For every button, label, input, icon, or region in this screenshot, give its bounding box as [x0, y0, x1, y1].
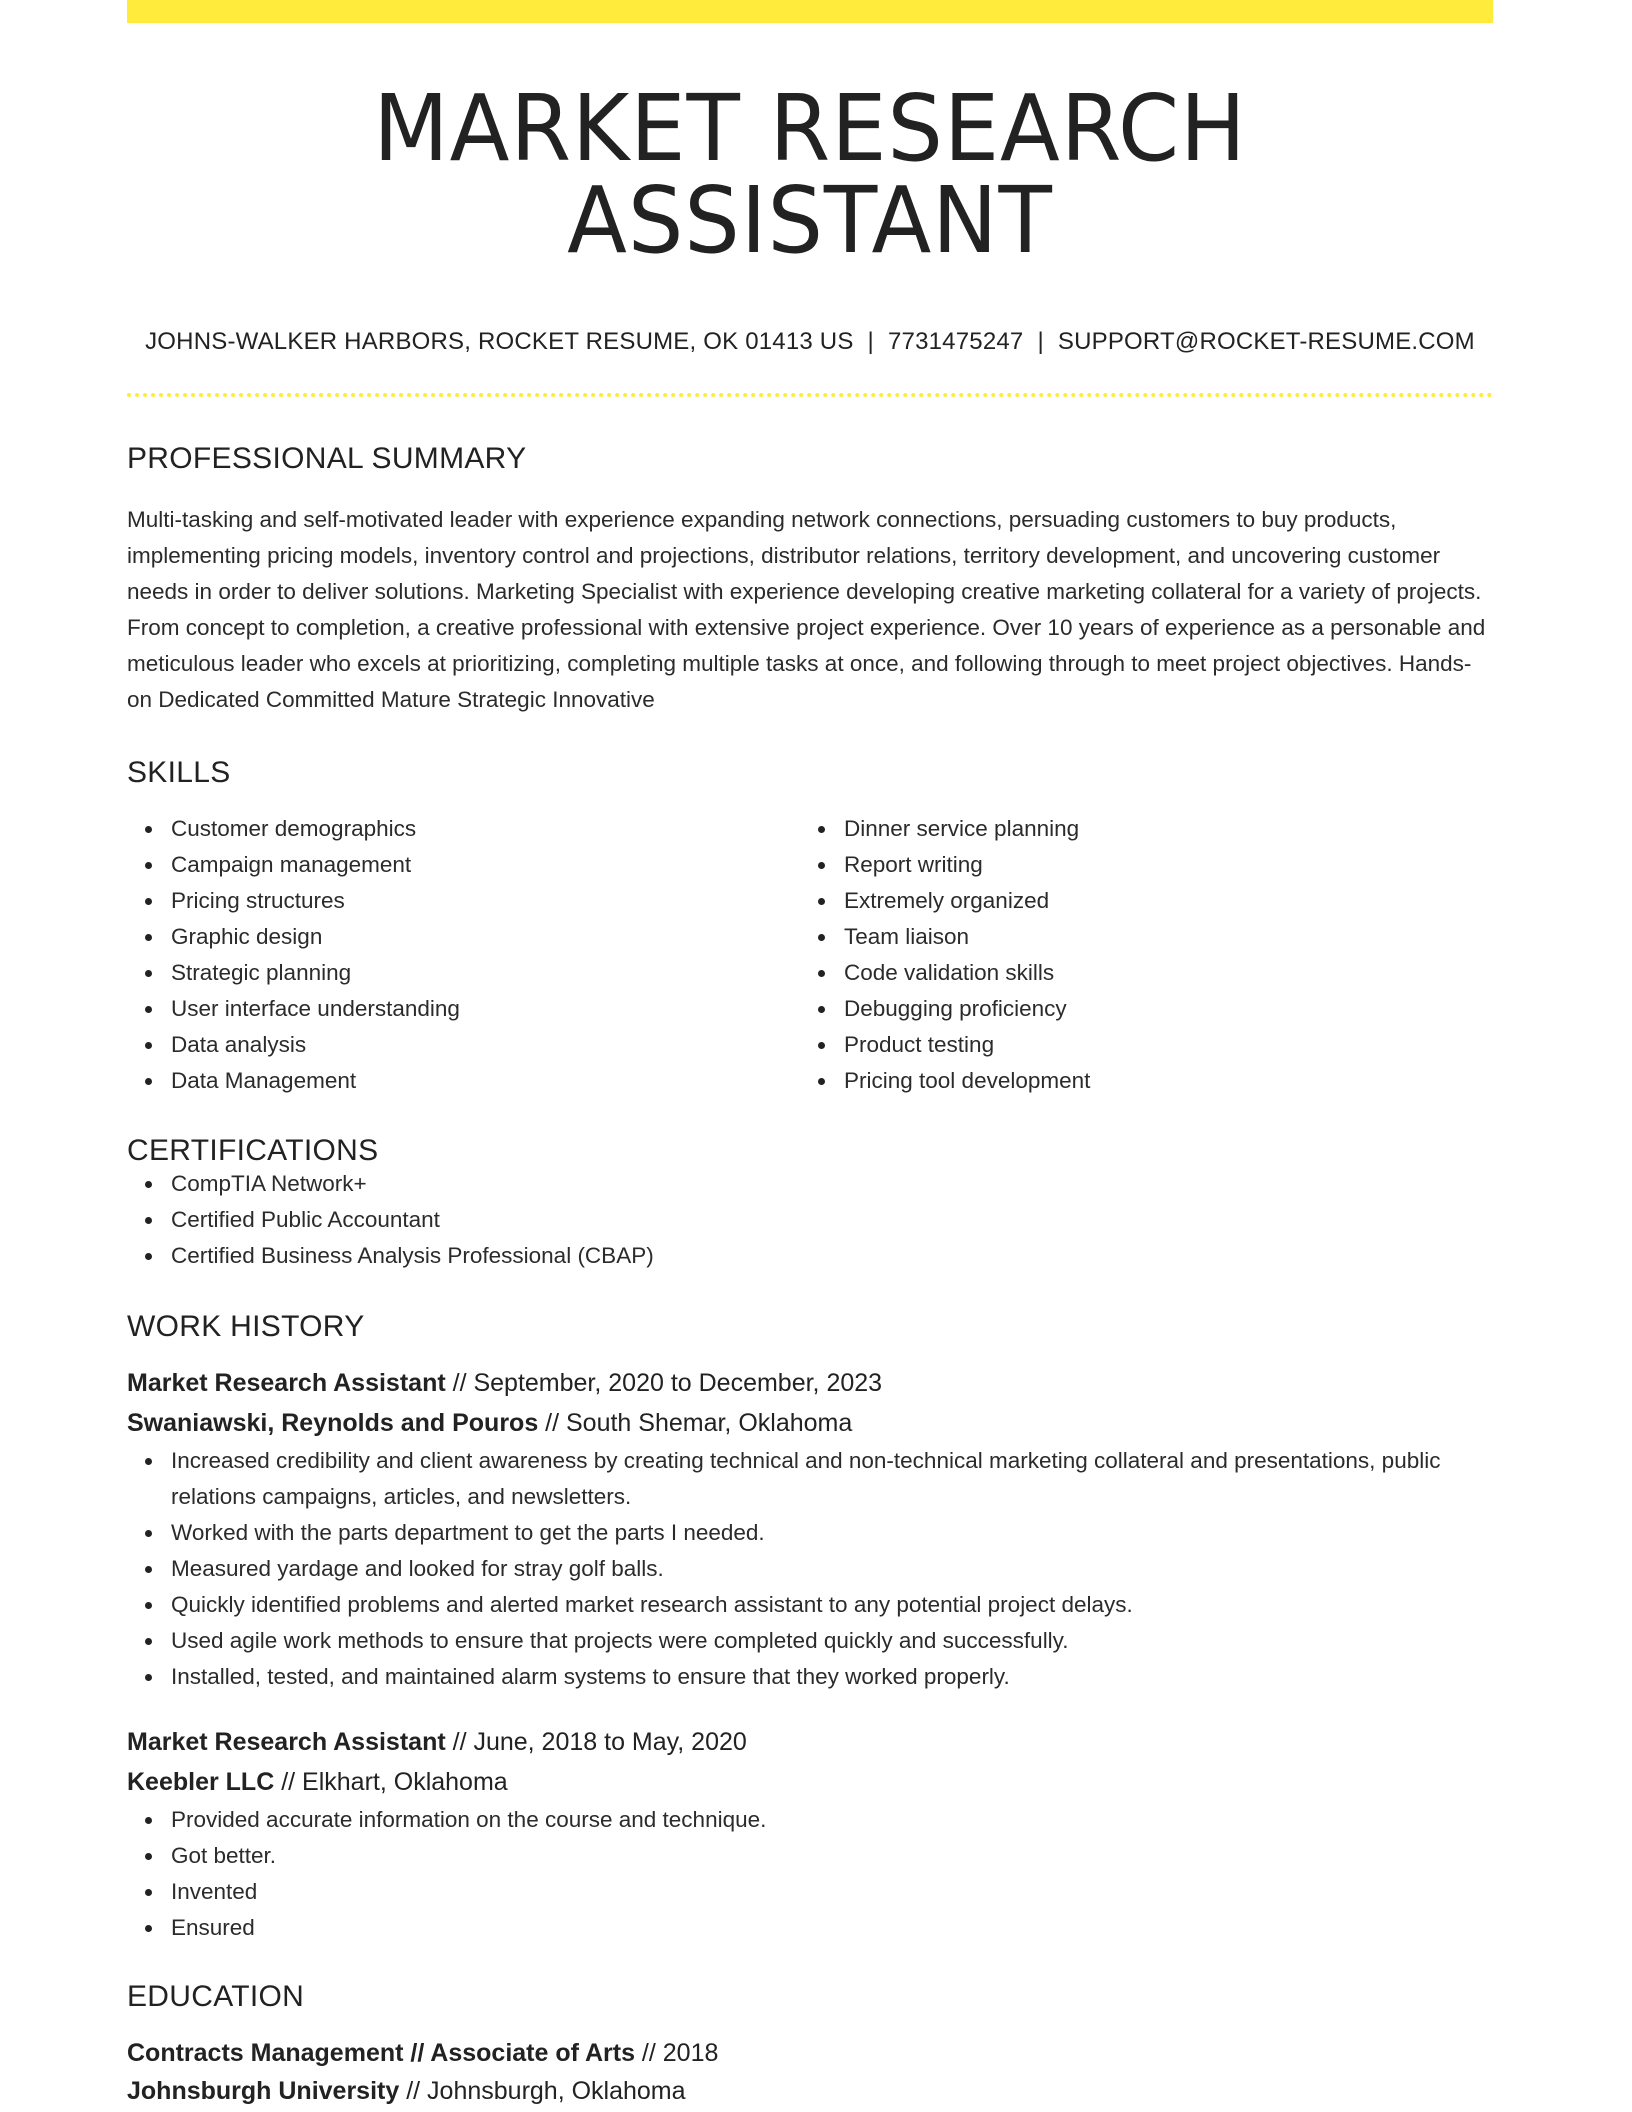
accent-top-bar: [127, 0, 1493, 23]
education-heading: EDUCATION: [127, 1980, 305, 2013]
skill-item: Graphic design: [127, 919, 800, 955]
skill-item: Data Management: [127, 1063, 800, 1099]
certification-item: Certified Public Accountant: [127, 1202, 1493, 1238]
job-role: Market Research Assistant: [127, 1728, 446, 1756]
contact-separator: |: [1037, 328, 1044, 355]
summary-heading: PROFESSIONAL SUMMARY: [127, 442, 527, 475]
resume-page: [127, 0, 1493, 2110]
skill-item: Dinner service planning: [800, 811, 1473, 847]
job-entry: [127, 1363, 1493, 1695]
skill-item: Report writing: [800, 847, 1473, 883]
skills-list-right: [800, 811, 1473, 1099]
skill-item: Data analysis: [127, 1027, 800, 1063]
email: SUPPORT@ROCKET-RESUME.COM: [1057, 328, 1475, 355]
degree: Contracts Management // Associate of Arts: [127, 2039, 635, 2067]
resume-title: MARKET RESEARCH ASSISTANT: [373, 75, 1247, 274]
certifications-list: [127, 1166, 1493, 1274]
job-bullet: Used agile work methods to ensure that projects were completed quickly and successfully.: [127, 1623, 1493, 1659]
job-bullet: Provided accurate information on the course and technique.: [127, 1802, 1493, 1838]
education-entry: [127, 2034, 1493, 2110]
certification-item: CompTIA Network+: [127, 1166, 1493, 1202]
degree-line: [127, 2034, 1493, 2072]
job-bullet: Installed, tested, and maintained alarm systems to ensure that they worked properly.: [127, 1659, 1493, 1695]
job-role-line: [127, 1722, 1493, 1762]
skill-item: Debugging proficiency: [800, 991, 1473, 1027]
job-location: // South Shemar, Oklahoma: [538, 1409, 853, 1437]
skills-columns: [127, 811, 1493, 1099]
work-history-heading: WORK HISTORY: [127, 1310, 365, 1343]
contact-line: [127, 330, 1493, 354]
dotted-divider: [127, 393, 1493, 397]
job-bullet: Worked with the parts department to get the parts I needed.: [127, 1515, 1493, 1551]
job-bullet: Measured yardage and looked for stray golf balls.: [127, 1551, 1493, 1587]
job-bullet: Invented: [127, 1874, 1493, 1910]
skill-item: Customer demographics: [127, 811, 800, 847]
skill-item: Campaign management: [127, 847, 800, 883]
skill-item: Code validation skills: [800, 955, 1473, 991]
job-location: // Elkhart, Oklahoma: [274, 1768, 508, 1796]
job-dates: // September, 2020 to December, 2023: [445, 1369, 883, 1397]
school-name: Johnsburgh University: [127, 2077, 400, 2105]
job-bullet: Got better.: [127, 1838, 1493, 1874]
certifications-heading: CERTIFICATIONS: [127, 1134, 379, 1167]
job-bullet: Quickly identified problems and alerted market research assistant to any potential project delays.: [127, 1587, 1493, 1623]
job-bullet: Increased credibility and client awareness by creating technical and non-technical marketing collateral and presentations, public relations campaigns, articles, and newsletters.: [127, 1443, 1493, 1515]
school-line: [127, 2072, 1493, 2110]
graduation-year: // 2018: [634, 2039, 719, 2067]
skill-item: Team liaison: [800, 919, 1473, 955]
job-dates: // June, 2018 to May, 2020: [445, 1728, 747, 1756]
job-bullet: Ensured: [127, 1910, 1493, 1946]
job-role: Market Research Assistant: [127, 1369, 446, 1397]
skill-item: Pricing tool development: [800, 1063, 1473, 1099]
job-entry: [127, 1722, 1493, 1946]
job-bullets: [127, 1443, 1493, 1695]
school-location: // Johnsburgh, Oklahoma: [399, 2077, 686, 2105]
contact-separator: |: [867, 328, 874, 355]
summary-text: Multi-tasking and self-motivated leader with experience expanding network connections, persuading customers to buy products, implementing pricing models, inventory control and projections, distributor relations, territory development, and uncovering customer needs in order to deliver solutions. Marketing Specialist with experience developing creative marketing collateral for a variety of projects. From concept to completion, a creative professional with extensive project experience. Over 10 years of experience as a personable and meticulous leader who excels at prioritizing, completing multiple tasks at once, and following through to meet project objectives. Hands-on Dedicated Committed Mature Strategic Innovative: [127, 507, 1486, 712]
phone: 7731475247: [887, 328, 1024, 355]
skill-item: Product testing: [800, 1027, 1473, 1063]
job-company-line: [127, 1403, 1493, 1443]
job-role-line: [127, 1363, 1493, 1403]
job-company-line: [127, 1762, 1493, 1802]
skill-item: Pricing structures: [127, 883, 800, 919]
skills-heading: SKILLS: [127, 756, 231, 789]
certification-item: Certified Business Analysis Professional (CBAP): [127, 1238, 1493, 1274]
address: JOHNS-WALKER HARBORS, ROCKET RESUME, OK 01413 US: [145, 328, 854, 355]
skill-item: User interface understanding: [127, 991, 800, 1027]
job-company: Swaniawski, Reynolds and Pouros: [127, 1409, 539, 1437]
job-bullets: [127, 1802, 1493, 1946]
skill-item: Strategic planning: [127, 955, 800, 991]
job-company: Keebler LLC: [127, 1768, 275, 1796]
skills-list-left: [127, 811, 800, 1099]
skill-item: Extremely organized: [800, 883, 1473, 919]
